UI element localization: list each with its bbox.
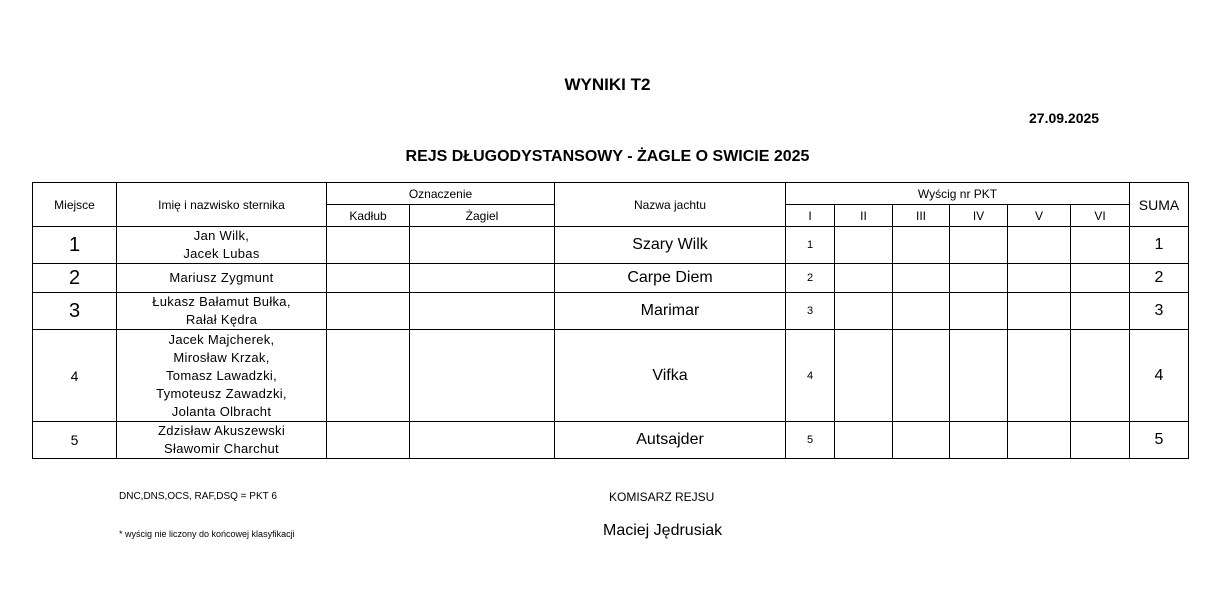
hull-cell <box>327 293 410 330</box>
header-yacht: Nazwa jachtu <box>555 183 786 227</box>
header-hull: Kadłub <box>327 205 410 227</box>
skipper-name: Tymoteusz Zawadzki, <box>156 385 287 401</box>
race-cell <box>893 227 950 264</box>
event-title: REJS DŁUGODYSTANSOWY - ŻAGLE O SWICIE 2025 <box>405 148 810 165</box>
skipper-cell <box>117 293 327 330</box>
skipper-name: Jan Wilk, <box>193 228 250 243</box>
commissioner-label: KOMISARZ REJSU <box>609 490 715 504</box>
results-table <box>32 182 1189 459</box>
hull-cell <box>327 422 410 459</box>
skipper-name: Jolanta Olbracht <box>171 403 272 419</box>
table-row <box>33 264 1189 293</box>
race-cell <box>1071 422 1130 459</box>
yacht-cell: Autsajder <box>555 422 786 459</box>
page-title: WYNIKI T2 <box>564 75 651 94</box>
sum-cell: 4 <box>1130 330 1189 422</box>
race-cell <box>1008 227 1071 264</box>
penalty-note: DNC,DNS,OCS, RAF,DSQ = PKT 6 <box>119 491 277 502</box>
race-cell: 2 <box>786 264 835 293</box>
skipper-name: Jacek Majcherek, <box>168 331 275 347</box>
date: 27.09.2025 <box>1029 110 1100 126</box>
race-note: * wyścig nie liczony do końcowej klasyfikacji <box>119 529 295 539</box>
header-race-1: I <box>786 205 835 227</box>
skipper-name: Tomasz Lawadzki, <box>165 367 277 383</box>
hull-cell <box>327 264 410 293</box>
header-race-4: IV <box>950 205 1008 227</box>
skipper-name: Sławomir Charchut <box>164 441 279 456</box>
hull-cell <box>327 330 410 422</box>
header-sum: SUMA <box>1130 183 1189 227</box>
header-sail: Żagiel <box>410 205 555 227</box>
header-race-5: V <box>1008 205 1071 227</box>
table-row <box>33 330 1189 422</box>
sum-cell: 2 <box>1130 264 1189 293</box>
skipper-name: Zdzisław Akuszewski <box>157 423 286 438</box>
race-cell <box>1071 330 1130 422</box>
race-cell <box>950 264 1008 293</box>
header-race-3: III <box>893 205 950 227</box>
sail-cell <box>410 264 555 293</box>
sail-cell <box>410 293 555 330</box>
skipper-name: Jacek Lubas <box>183 246 260 261</box>
race-cell: 4 <box>786 330 835 422</box>
yacht-cell: Szary Wilk <box>555 227 786 264</box>
race-cell <box>950 227 1008 264</box>
race-cell <box>835 227 893 264</box>
sail-cell <box>410 422 555 459</box>
header-race-2: II <box>835 205 893 227</box>
table-row <box>33 293 1189 330</box>
race-cell <box>893 422 950 459</box>
header-marking: Oznaczenie <box>327 183 555 205</box>
race-cell: 1 <box>786 227 835 264</box>
skipper-cell <box>117 264 327 293</box>
header-race: Wyścig nr PKT <box>786 183 1130 205</box>
header-skipper: Imię i nazwisko sternika <box>117 183 327 227</box>
place-cell: 2 <box>33 264 117 293</box>
skipper-cell <box>117 330 327 422</box>
yacht-cell: Marimar <box>555 293 786 330</box>
race-cell <box>1071 227 1130 264</box>
place-cell: 1 <box>33 227 117 264</box>
race-cell <box>1071 293 1130 330</box>
skipper-name: Mirosław Krzak, <box>173 349 270 365</box>
yacht-cell: Carpe Diem <box>555 264 786 293</box>
race-cell <box>950 422 1008 459</box>
sum-cell: 3 <box>1130 293 1189 330</box>
place-cell: 4 <box>33 330 117 422</box>
race-cell <box>1008 422 1071 459</box>
race-cell <box>893 264 950 293</box>
place-cell: 5 <box>33 422 117 459</box>
race-cell <box>1008 293 1071 330</box>
skipper-cell <box>117 227 327 264</box>
race-cell <box>950 293 1008 330</box>
header-place: Miejsce <box>33 183 117 227</box>
race-cell: 5 <box>786 422 835 459</box>
skipper-name: Rałał Kędra <box>185 312 258 327</box>
race-cell <box>1008 264 1071 293</box>
hull-cell <box>327 227 410 264</box>
race-cell <box>835 293 893 330</box>
sail-cell <box>410 227 555 264</box>
race-cell <box>893 293 950 330</box>
place-cell: 3 <box>33 293 117 330</box>
race-cell <box>835 422 893 459</box>
race-cell <box>1071 264 1130 293</box>
yacht-cell: Vifka <box>555 330 786 422</box>
table-row <box>33 227 1189 264</box>
race-cell <box>835 264 893 293</box>
skipper-name: Mariusz Zygmunt <box>169 270 274 285</box>
commissioner-name: Maciej Jędrusiak <box>603 522 723 539</box>
race-cell <box>893 330 950 422</box>
sail-cell <box>410 330 555 422</box>
sum-cell: 1 <box>1130 227 1189 264</box>
skipper-name: Łukasz Bałamut Bułka, <box>152 294 291 309</box>
header-race-6: VI <box>1071 205 1130 227</box>
skipper-cell <box>117 422 327 459</box>
sum-cell: 5 <box>1130 422 1189 459</box>
race-cell: 3 <box>786 293 835 330</box>
race-cell <box>1008 330 1071 422</box>
table-row <box>33 422 1189 459</box>
race-cell <box>950 330 1008 422</box>
race-cell <box>835 330 893 422</box>
